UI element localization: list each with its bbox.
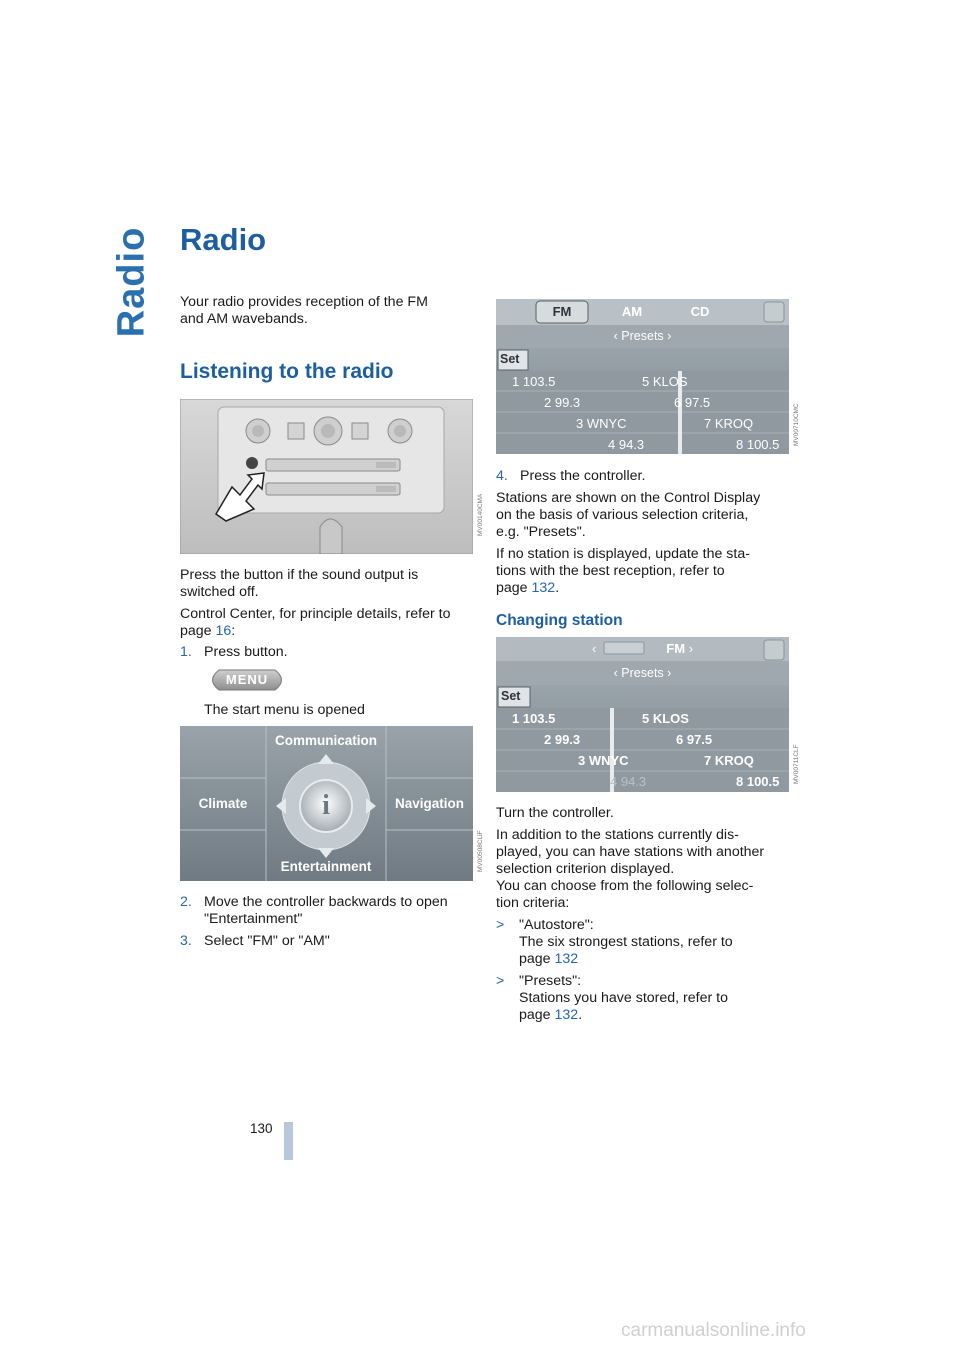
screen2-presets[interactable]: ‹ Presets › [613, 666, 672, 680]
heading-changing-station: Changing station [496, 612, 623, 629]
step-1-text: Press button. [204, 644, 288, 660]
heading-listening: Listening to the radio [180, 360, 394, 383]
left-arrow-icon: ‹ [613, 329, 622, 343]
bullet-icon: > [496, 973, 505, 989]
screen1-station-8[interactable]: 8 100.5 [736, 437, 780, 452]
screen2-station-7[interactable]: 7 KROQ [704, 753, 754, 768]
left-arrow-icon: ‹ [591, 641, 597, 656]
control-center-line-1: Control Center, for principle details, refer to [180, 606, 451, 622]
step-3: 3. [180, 933, 192, 949]
menu-item-communication[interactable]: Communication [274, 733, 377, 748]
menu-item-navigation[interactable]: Navigation [394, 796, 464, 811]
screen1-station-1[interactable]: 1 103.5 [512, 374, 556, 389]
criteria-2-label: "Presets": [519, 973, 582, 989]
screen1-station-3[interactable]: 3 WNYC [576, 416, 627, 431]
screen2-band[interactable]: ‹ FM › [591, 641, 694, 656]
screen2-station-6[interactable]: 6 97.5 [676, 732, 713, 747]
screen1-station-6[interactable]: 6 97.5 [674, 395, 711, 410]
screen1-station-5[interactable]: 5 KLOS [642, 374, 688, 389]
criteria-2-page: page 132. [519, 1007, 583, 1023]
no-station-line-1: If no station is displayed, update the sta- [496, 546, 750, 562]
menu-button-graphic [205, 669, 289, 691]
no-station-line-2: tions with the best reception, refer to [496, 563, 725, 579]
step-4-text: Press the controller. [520, 468, 646, 484]
screen1-station-7[interactable]: 7 KROQ [704, 416, 754, 431]
start-menu-text: The start menu is opened [204, 702, 365, 718]
console-image [180, 399, 473, 554]
screen2-station-5[interactable]: 5 KLOS [642, 711, 689, 726]
screen2-set[interactable]: Set [501, 689, 521, 703]
menu-item-climate[interactable]: Climate [198, 796, 248, 811]
screen2-station-4[interactable]: 4 94.3 [610, 774, 647, 789]
screen2-station-1[interactable]: 1 103.5 [512, 711, 556, 726]
screen2-code: MV00711CLF [793, 744, 800, 784]
criteria-1-label: "Autostore": [519, 917, 594, 933]
screen2-station-3[interactable]: 3 WNYC [578, 753, 629, 768]
page-marker-bar [284, 1122, 293, 1160]
page-link-16[interactable]: 16 [215, 623, 232, 639]
page-title: Radio [180, 222, 267, 257]
criteria-2-desc: Stations you have stored, refer to [519, 990, 728, 1006]
step-2-line-1: Move the controller backwards to open [204, 894, 448, 910]
screen1-station-4[interactable]: 4 94.3 [608, 437, 645, 452]
page-link-132[interactable]: 132 [531, 580, 556, 596]
start-menu-code: MV00508CLiF [477, 830, 484, 872]
intro-line-2: and AM wavebands. [180, 311, 308, 327]
screen1-tab-fm[interactable]: FM [552, 304, 572, 319]
turn-text: Turn the controller. [496, 805, 614, 821]
screen1-presets[interactable]: ‹ Presets › [613, 329, 672, 343]
screen2-station-2[interactable]: 2 99.3 [544, 732, 581, 747]
right-arrow-icon: › [663, 329, 672, 343]
step-2: 2. [180, 894, 192, 910]
console-illustration [180, 399, 473, 554]
page-link-132[interactable]: 132 [554, 1007, 579, 1023]
criteria-1-desc: The six strongest stations, refer to [519, 934, 733, 950]
addition-line-4: You can choose from the following selec- [496, 878, 754, 894]
right-arrow-icon: › [663, 666, 672, 680]
page-link-132[interactable]: 132 [554, 951, 579, 967]
stations-line-1: Stations are shown on the Control Display [496, 490, 761, 506]
screen1-code: MV00710CMC [793, 403, 800, 446]
section-tab: Radio [110, 226, 153, 338]
stations-line-2: on the basis of various selection criteria, [496, 507, 749, 523]
screen1-station-2[interactable]: 2 99.3 [544, 395, 581, 410]
menu-item-entertainment[interactable]: Entertainment [280, 859, 372, 874]
step-1: 1. [180, 644, 192, 660]
radio-screen-presets [496, 299, 789, 454]
radio-screen-changing [496, 637, 789, 792]
stations-line-3: e.g. "Presets". [496, 524, 586, 540]
menu-button-label: MENU [225, 672, 269, 687]
start-menu-info-icon: i [322, 790, 330, 821]
page-number: 130 [250, 1121, 273, 1136]
press-line-2: switched off. [180, 584, 259, 600]
screen2-station-8[interactable]: 8 100.5 [736, 774, 780, 789]
step-3-text: Select "FM" or "AM" [204, 933, 330, 949]
bullet-icon: > [496, 917, 505, 933]
step-2-line-2: "Entertainment" [204, 911, 303, 927]
addition-line-2: played, you can have stations with another [496, 844, 765, 860]
press-line-1: Press the button if the sound output is [180, 567, 419, 583]
criteria-1-page: page 132 [519, 951, 579, 967]
addition-line-3: selection criterion displayed. [496, 861, 675, 877]
image-code: MV00140CMA [477, 493, 484, 536]
screen1-tab-cd[interactable]: CD [690, 304, 710, 319]
addition-line-1: In addition to the stations currently dis- [496, 827, 739, 843]
start-menu-screen [180, 726, 473, 881]
screen1-tab-am[interactable]: AM [621, 304, 643, 319]
step-4: 4. [496, 468, 508, 484]
left-arrow-icon: ‹ [613, 666, 622, 680]
intro-line-1: Your radio provides reception of the FM [180, 294, 428, 310]
watermark: carmanualsonline.info [621, 1320, 806, 1341]
addition-line-5: tion criteria: [496, 895, 570, 911]
control-center-line-2: page 16: [180, 623, 236, 639]
screen1-set[interactable]: Set [500, 352, 520, 366]
right-arrow-icon: › [685, 641, 694, 656]
no-station-line-3: page 132. [496, 580, 560, 596]
